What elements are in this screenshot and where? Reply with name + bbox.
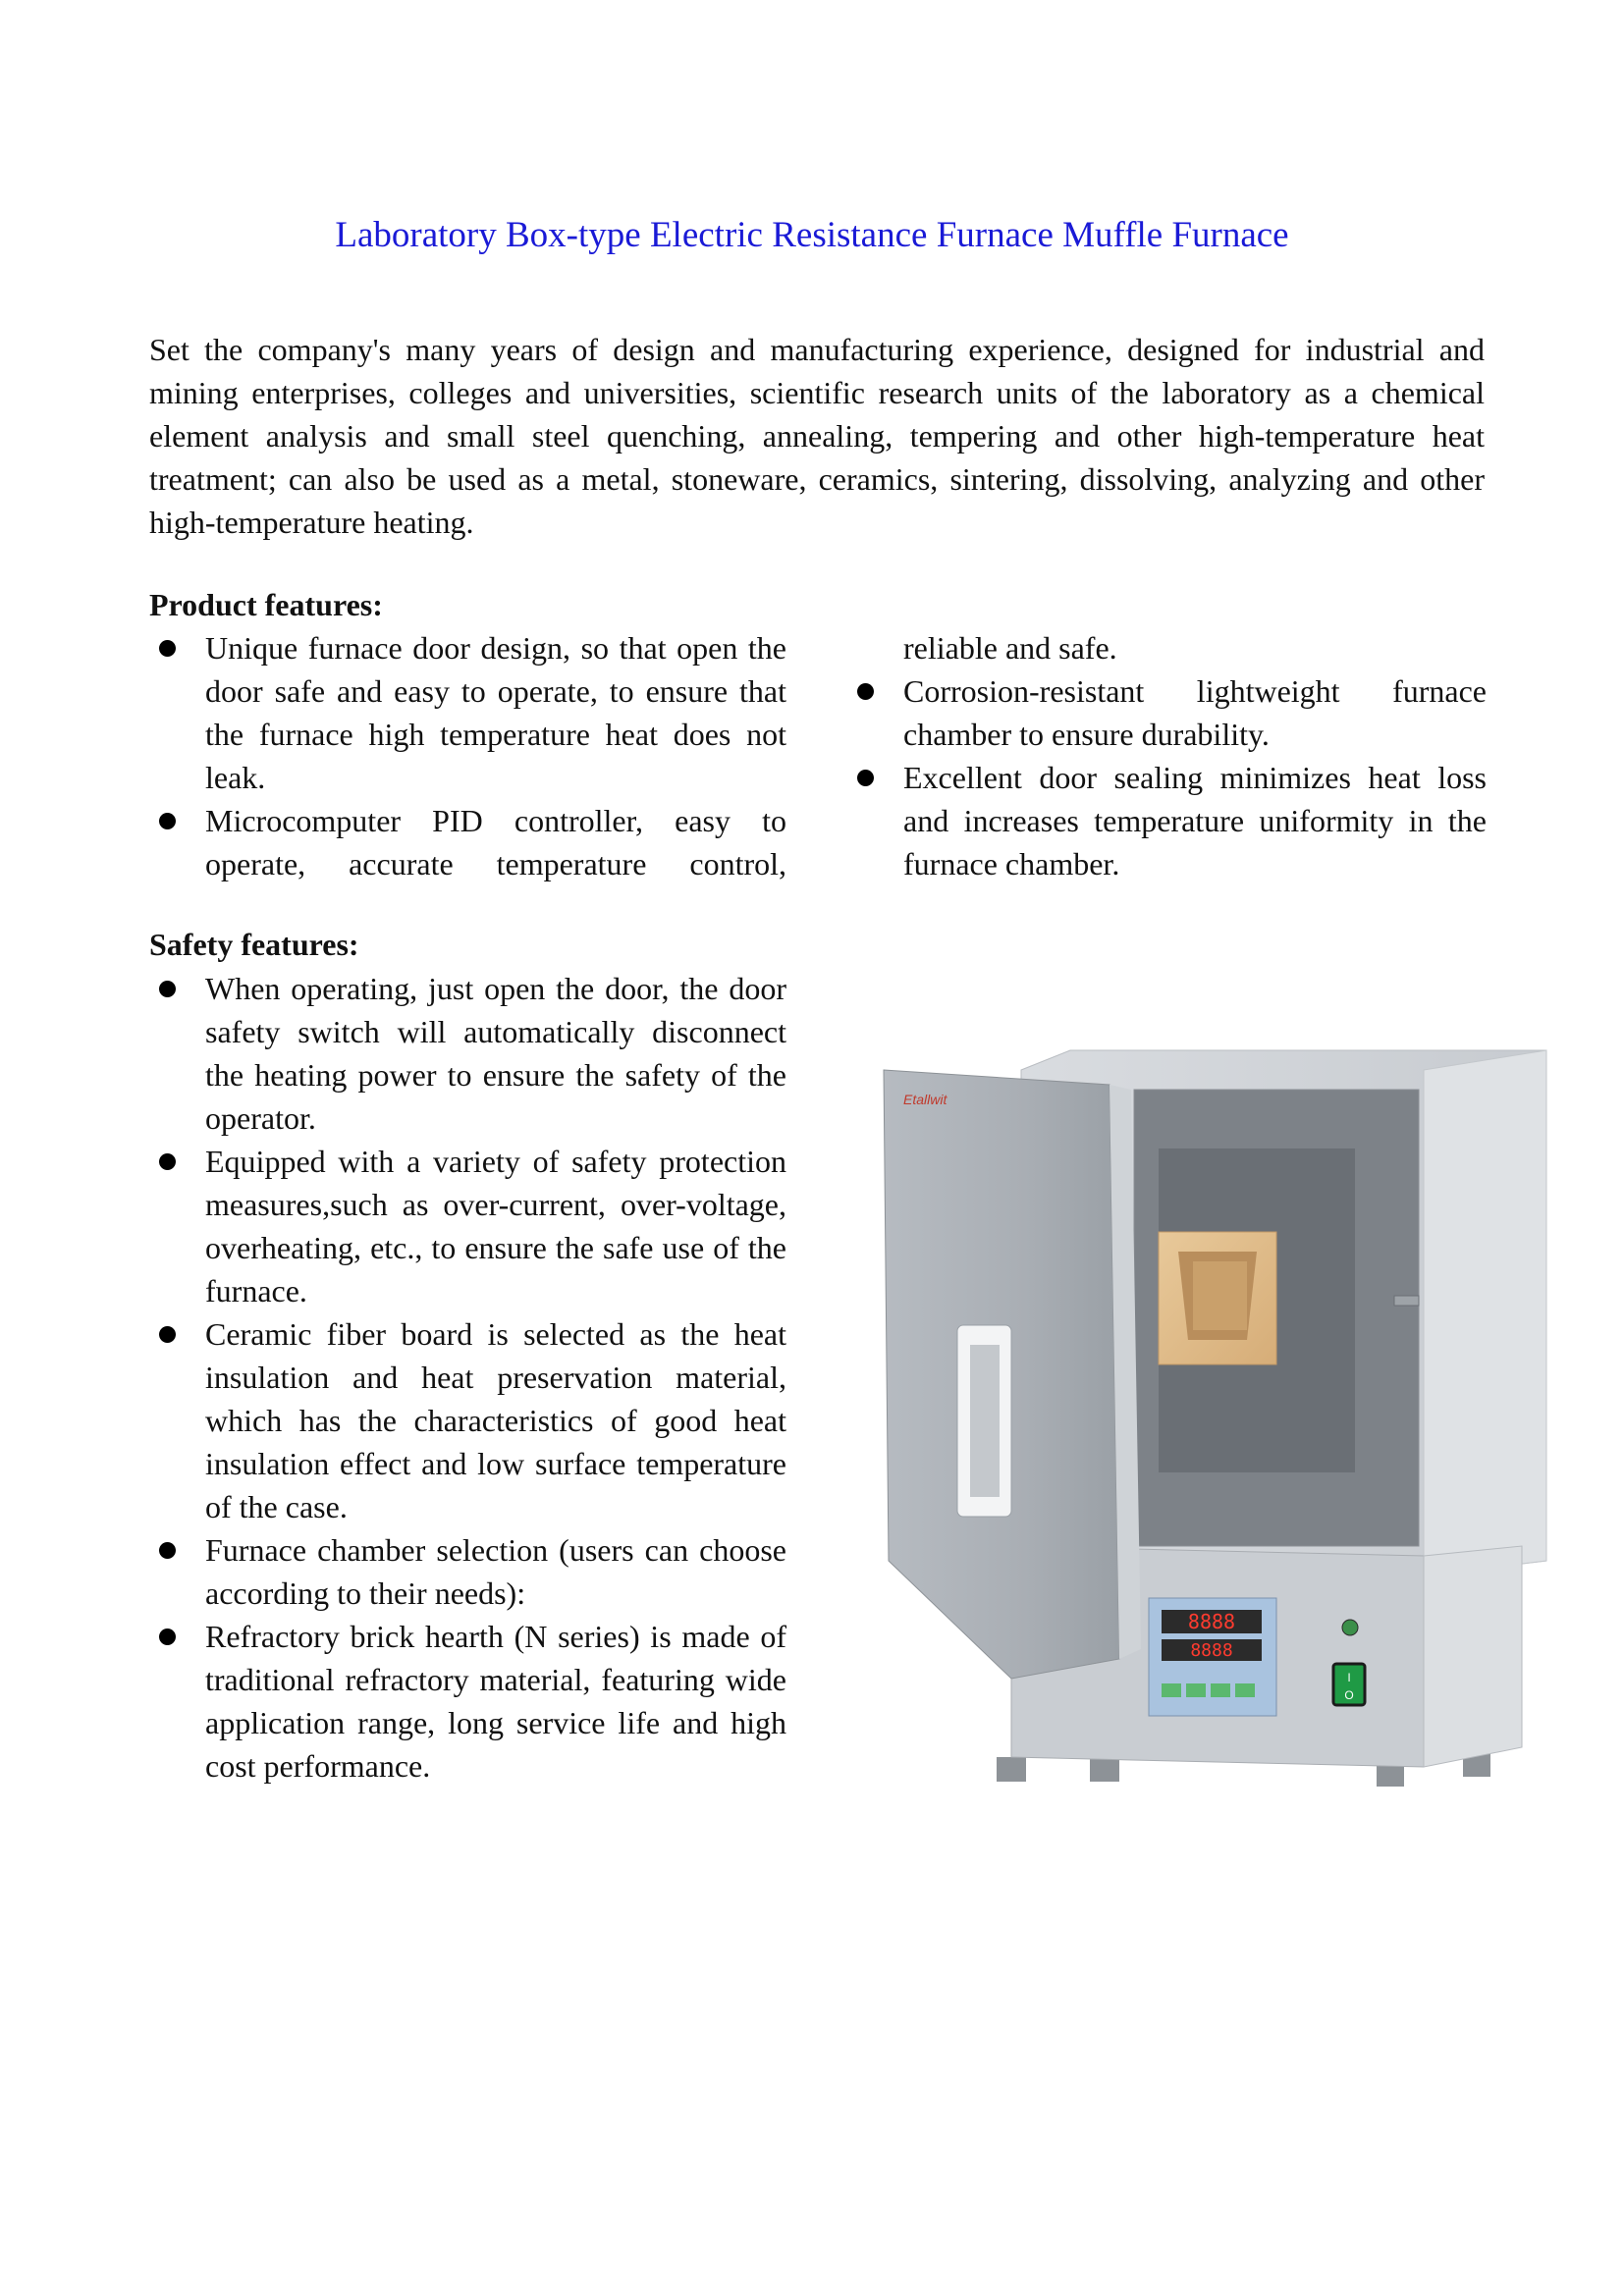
brand-logo: Etallwit (903, 1092, 947, 1107)
bullet-icon (159, 640, 176, 657)
list-item: Refractory brick hearth (N series) is made of traditional refractory material, featuring wide application range, long service life and high cost performance. (205, 1615, 786, 1788)
power-indicator (1342, 1620, 1358, 1635)
list-item: Microcomputer PID controller, easy to operate, accurate temperature control, (205, 799, 786, 885)
side-panel (1424, 1050, 1546, 1575)
safety-features-heading: Safety features: (149, 927, 359, 962)
product-features-heading: Product features: (149, 587, 383, 622)
product-features-continuation: reliable and safe. (903, 630, 1117, 666)
bullet-icon (159, 1326, 176, 1343)
list-item: When operating, just open the door, the door safety switch will automatically disconnect the heating power to ensure the safety of the operator. (205, 967, 786, 1140)
switch-on-label: I (1347, 1671, 1351, 1684)
chamber-back (1193, 1261, 1247, 1330)
safety-features-list (205, 967, 786, 1788)
foot (1090, 1757, 1119, 1782)
display-sv-value: 8888 (1190, 1640, 1233, 1661)
bullet-icon (159, 981, 176, 997)
foot (997, 1757, 1026, 1782)
product-features-list-right (903, 669, 1487, 885)
list-item: Furnace chamber selection (users can choose according to their needs): (205, 1528, 786, 1615)
list-item: Corrosion-resistant lightweight furnace chamber to ensure durability. (903, 669, 1487, 756)
intro-paragraph: Set the company's many years of design and manufacturing experience, designed for industrial and mining enterprises, colleges and universities, scientific research units of the laboratory as a chemical element analysis and small steel quenching, annealing, tempering and other high-temperature heat treatment; can also be used as a metal, stoneware, ceramics, sintering, dissolving, analyzing and other high-temperature heating. (149, 332, 1485, 540)
bullet-icon (159, 1153, 176, 1170)
bullet-icon (159, 1542, 176, 1559)
switch-off-label: O (1344, 1688, 1354, 1702)
panel-key (1235, 1683, 1255, 1697)
bullet-icon (857, 683, 874, 700)
panel-key (1162, 1683, 1181, 1697)
muffle-furnace-image (864, 1011, 1551, 1796)
bullet-icon (159, 813, 176, 829)
door-handle-grip (970, 1345, 1000, 1497)
panel-key (1186, 1683, 1206, 1697)
panel-key (1211, 1683, 1230, 1697)
list-item: Equipped with a variety of safety protection measures,such as over-current, over-voltage, overheating, etc., to ensure the safe use of the furnace. (205, 1140, 786, 1312)
bullet-icon (159, 1629, 176, 1645)
product-features-list (205, 626, 786, 885)
list-item: Unique furnace door design, so that open the door safe and easy to operate, to ensure that the furnace high temperature heat does not leak. (205, 626, 786, 799)
display-pv-value: 8888 (1187, 1610, 1236, 1633)
page-title: Laboratory Box-type Electric Resistance Furnace Muffle Furnace (335, 215, 1289, 255)
bullet-icon (857, 770, 874, 786)
latch (1394, 1296, 1419, 1306)
list-item: Excellent door sealing minimizes heat loss and increases temperature uniformity in the furnace chamber. (903, 756, 1487, 885)
list-item: Ceramic fiber board is selected as the heat insulation and heat preservation material, which has the characteristics of good heat insulation effect and low surface temperature of the case. (205, 1312, 786, 1528)
base-side (1424, 1546, 1522, 1767)
